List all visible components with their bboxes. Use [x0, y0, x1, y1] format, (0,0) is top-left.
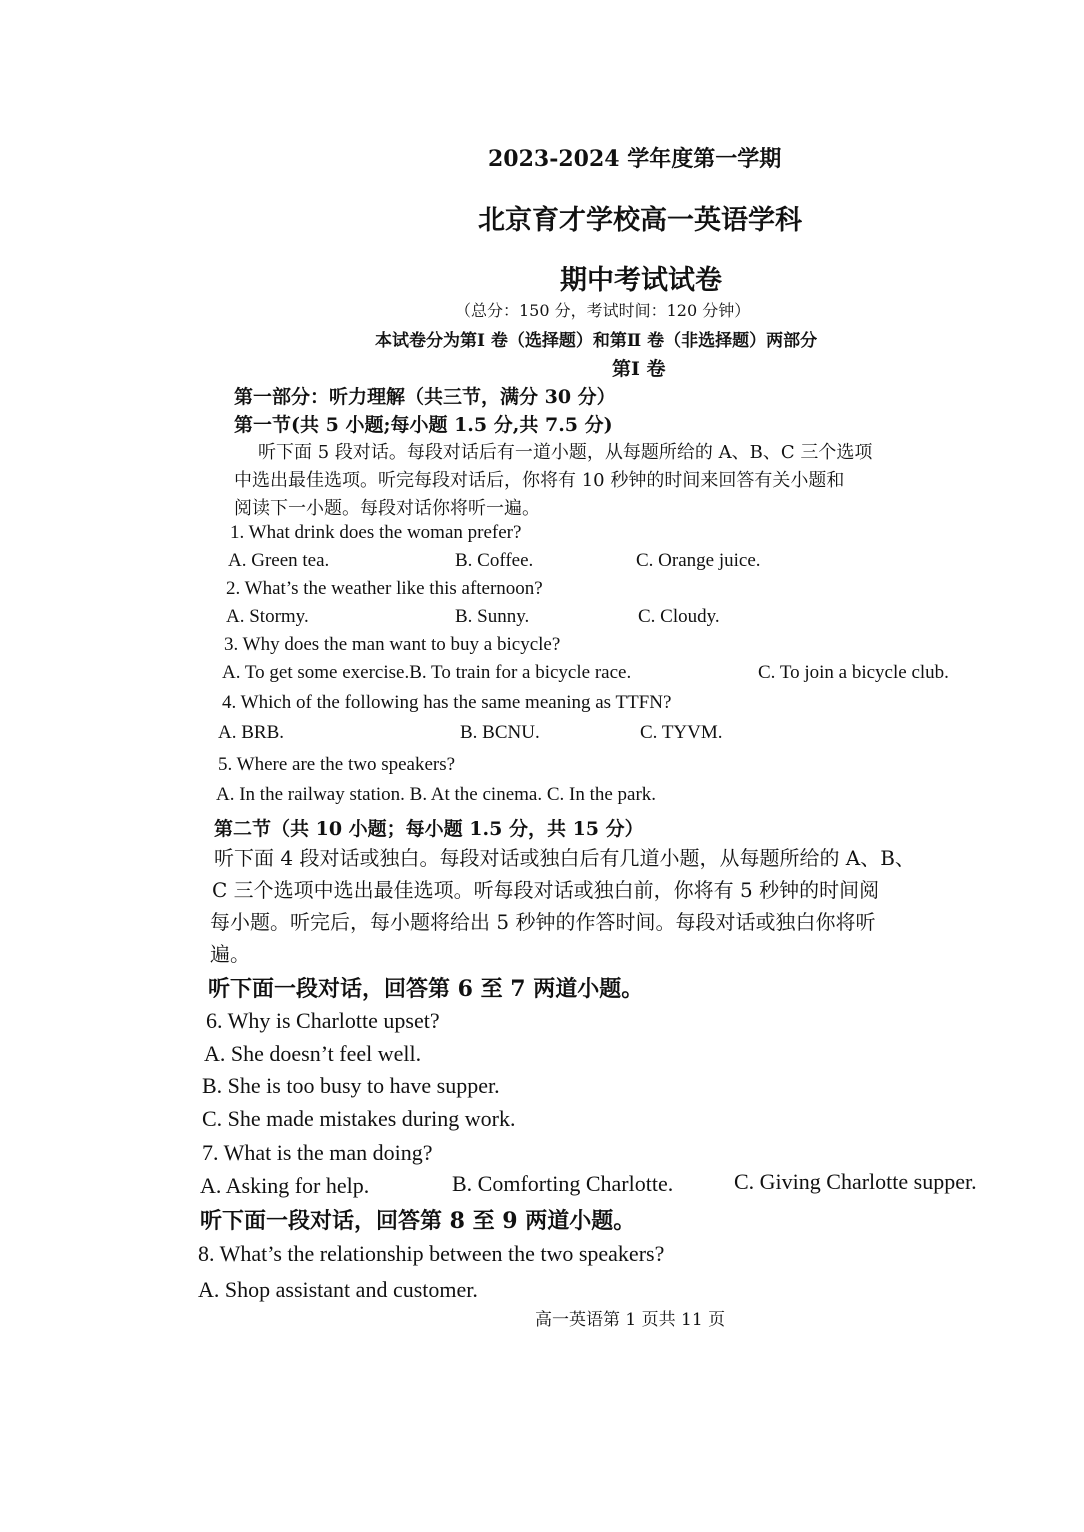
section1-title: 第一节(共 5 小题;每小题 1.5 分,共 7.5 分) — [234, 414, 613, 436]
q2-option-b: B. Sunny. — [455, 606, 530, 627]
question-2: 2. What’s the weather like this afternoon? — [226, 578, 543, 599]
q1-option-b: B. Coffee. — [455, 550, 534, 571]
q3-options-ab: A. To get some exercise.B. To train for a bicycle race. — [222, 662, 632, 683]
q4-option-c: C. TYVM. — [640, 722, 723, 743]
exam-title: 期中考试试卷 — [560, 265, 722, 296]
section1-instruction-line: 听下面 5 段对话。每段对话后有一道小题，从每题所给的 A、B、C 三个选项 — [258, 442, 873, 463]
q3-option-c: C. To join a bicycle club. — [758, 662, 949, 683]
q4-option-a: A. BRB. — [218, 722, 284, 743]
question-8: 8. What’s the relationship between the two speakers? — [198, 1241, 665, 1266]
q6-option-b: B. She is too busy to have supper. — [202, 1073, 500, 1098]
q5-options: A. In the railway station. B. At the cinema. C. In the park. — [216, 784, 657, 805]
school-subject-title: 北京育才学校高一英语学科 — [478, 205, 802, 236]
q1-option-a: A. Green tea. — [228, 550, 330, 571]
q7-option-a: A. Asking for help. — [200, 1173, 370, 1198]
question-4: 4. Which of the following has the same meaning as TTFN? — [222, 692, 672, 713]
paper-structure-note: 本试卷分为第Ⅰ 卷（选择题）和第Ⅱ 卷（非选择题）两部分 — [375, 331, 818, 351]
question-1: 1. What drink does the woman prefer? — [230, 522, 522, 543]
section2-title: 第二节（共 10 小题；每小题 1.5 分，共 15 分） — [214, 818, 644, 840]
q4-option-b: B. BCNU. — [460, 722, 540, 743]
volume-heading: 第Ⅰ 卷 — [612, 358, 666, 380]
q2-option-a: A. Stormy. — [226, 606, 309, 627]
section1-instruction-line: 中选出最佳选项。听完每段对话后，你将有 10 秒钟的时间来回答有关小题和 — [234, 470, 845, 491]
q8-option-a: A. Shop assistant and customer. — [198, 1277, 478, 1302]
section1-instruction-line: 阅读下一小题。每段对话你将听一遍。 — [234, 498, 540, 519]
q1-option-c: C. Orange juice. — [636, 550, 761, 571]
section2-instruction-line: C 三个选项中选出最佳选项。听每段对话或独白前，你将有 5 秒钟的时间阅 — [212, 878, 880, 902]
part1-title: 第一部分：听力理解（共三节，满分 30 分） — [234, 386, 616, 408]
section2-instruction-line: 遍。 — [210, 942, 250, 966]
exam-year: 2023-2024 学年度第一学期 — [488, 146, 782, 172]
q6-option-c: C. She made mistakes during work. — [202, 1106, 516, 1131]
dialog-instruction-6-7: 听下面一段对话，回答第 6 至 7 两道小题。 — [208, 976, 644, 1002]
q7-option-c: C. Giving Charlotte supper. — [734, 1169, 977, 1194]
dialog-instruction-8-9: 听下面一段对话，回答第 8 至 9 两道小题。 — [200, 1208, 636, 1234]
page-footer: 高一英语第 1 页共 11 页 — [535, 1310, 726, 1330]
question-6: 6. Why is Charlotte upset? — [206, 1008, 440, 1033]
score-time-note: （总分：150 分，考试时间：120 分钟） — [455, 301, 751, 320]
question-5: 5. Where are the two speakers? — [218, 754, 456, 775]
section2-instruction-line: 听下面 4 段对话或独白。每段对话或独白后有几道小题，从每题所给的 A、B、 — [214, 846, 915, 870]
section2-instruction-line: 每小题。听完后，每小题将给出 5 秒钟的作答时间。每段对话或独白你将听 — [210, 910, 876, 934]
q7-option-b: B. Comforting Charlotte. — [452, 1171, 674, 1196]
q6-option-a: A. She doesn’t feel well. — [204, 1041, 422, 1066]
question-7: 7. What is the man doing? — [202, 1140, 433, 1165]
q2-option-c: C. Cloudy. — [638, 606, 720, 627]
question-3: 3. Why does the man want to buy a bicycle? — [224, 634, 561, 655]
